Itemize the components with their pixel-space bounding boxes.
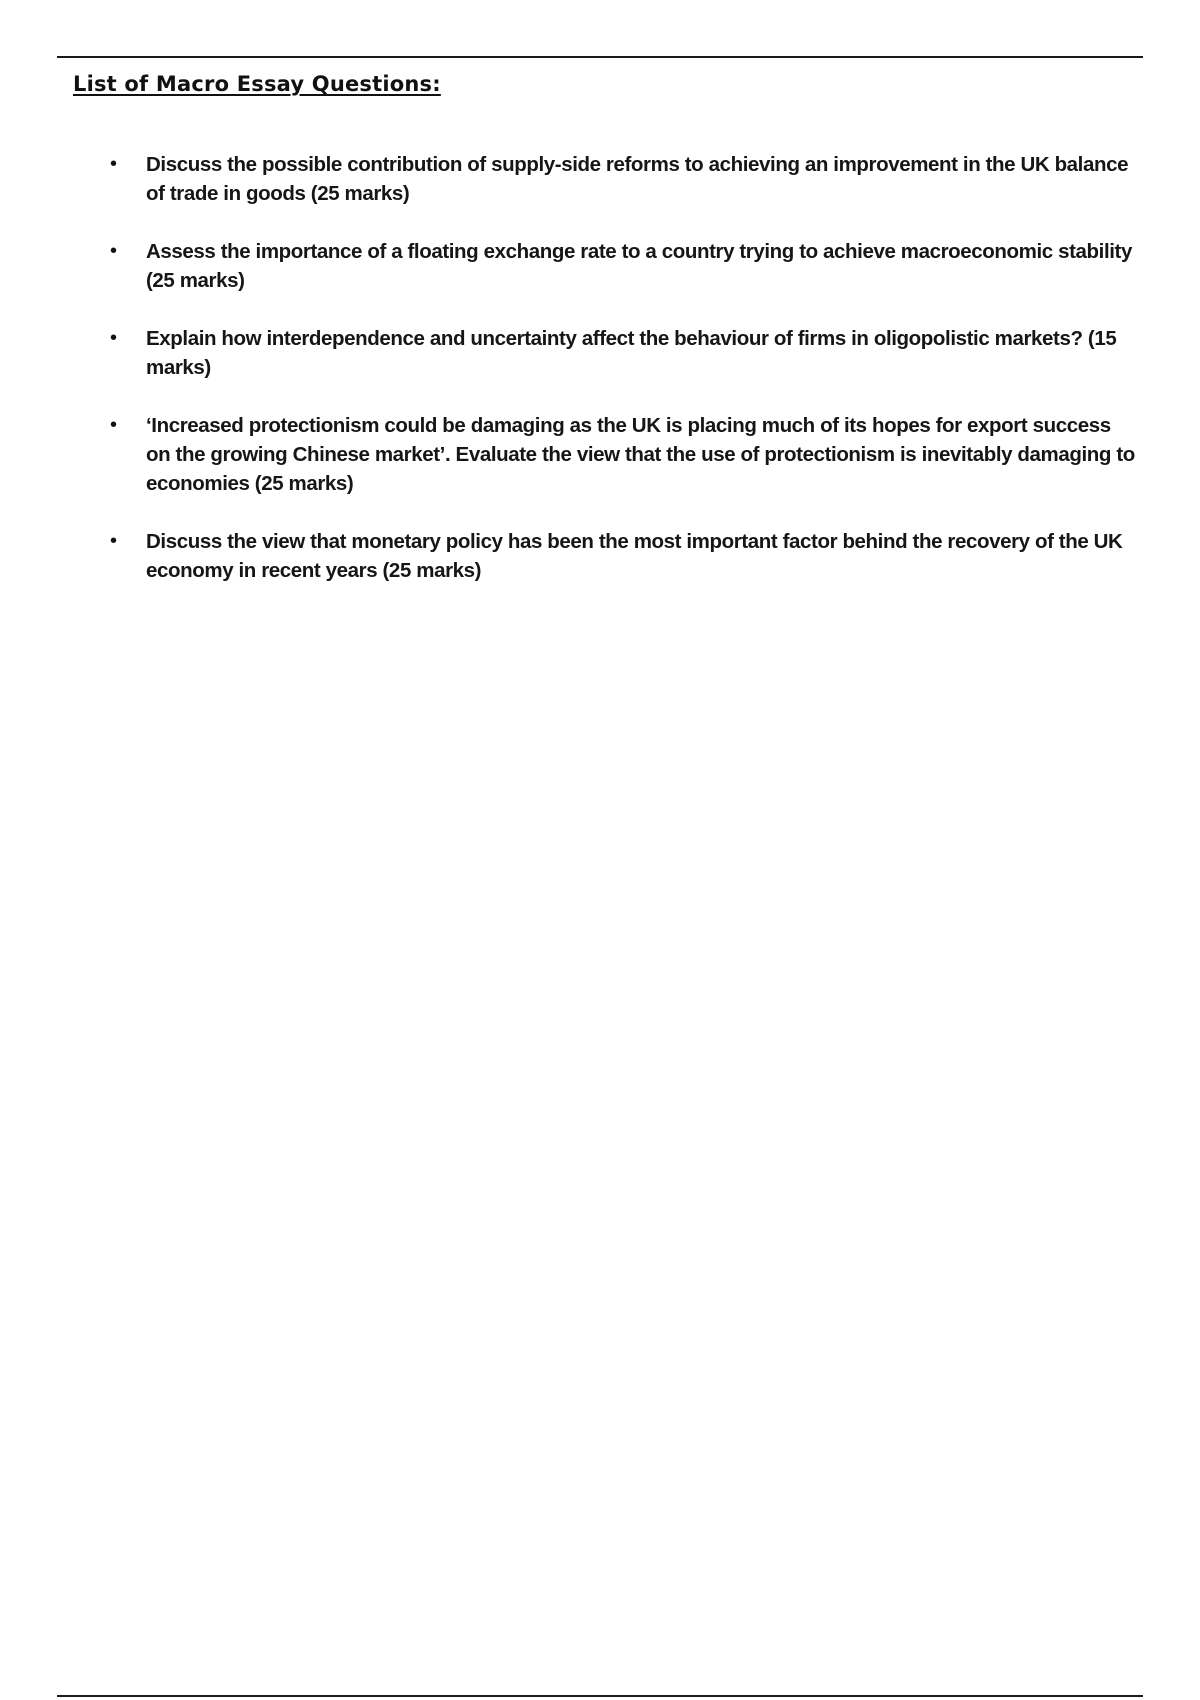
document-title: List of Macro Essay Questions: [73,72,441,96]
bottom-rule-line [57,1695,1143,1697]
bullet-icon: • [110,240,118,262]
question-text: Discuss the view that monetary policy has been the most important factor behind the recovery of the UK economy in recent years (25 marks) [146,530,1123,582]
question-text: Discuss the possible contribution of supply-side reforms to achieving an improvement in the UK balance of trade in goods (25 marks) [146,153,1129,205]
question-item [100,150,1140,208]
bullet-icon: • [110,153,118,175]
question-item [100,324,1140,382]
essay-question-list [100,150,1140,614]
top-rule-line [57,56,1143,58]
question-text: ‘Increased protectionism could be damaging as the UK is placing much of its hopes for export success on the growing Chinese market’. Evaluate the view that the use of protectionism is inevitably damaging to economies (25 marks) [146,414,1135,495]
question-item [100,237,1140,295]
bullet-icon: • [110,414,118,436]
question-text: Assess the importance of a floating exchange rate to a country trying to achieve macroeconomic stability (25 marks) [146,240,1132,292]
question-item [100,527,1140,585]
question-text: Explain how interdependence and uncertainty affect the behaviour of firms in oligopolistic markets? (15 marks) [146,327,1117,379]
bullet-icon: • [110,327,118,349]
question-item [100,411,1140,498]
bullet-icon: • [110,530,118,552]
